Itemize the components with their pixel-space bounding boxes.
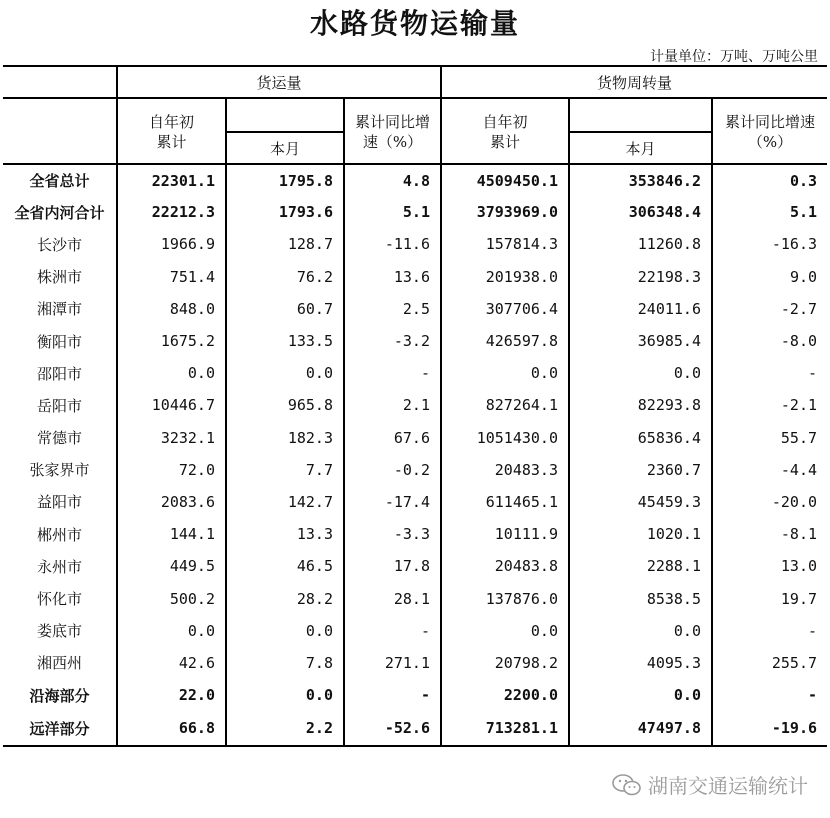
value-c5: 45459.3 <box>569 486 712 518</box>
turn-month-header: 本月 <box>569 132 712 164</box>
region-name: 衡阳市 <box>36 332 82 351</box>
value-c1: 1675.2 <box>117 325 226 357</box>
table-row <box>3 518 827 550</box>
region-name: 沿海部分 <box>29 686 90 705</box>
table-row <box>3 325 827 357</box>
value-c2: 60.7 <box>226 293 344 325</box>
turnover-header: 货物周转量 <box>441 66 827 98</box>
value-c2: 0.0 <box>226 679 344 711</box>
cargo-growth-line2: 速（%） <box>362 133 423 151</box>
table-row <box>3 711 827 746</box>
value-c5: 353846.2 <box>569 164 712 196</box>
value-c4: 713281.1 <box>441 711 569 746</box>
value-c4: 0.0 <box>441 357 569 389</box>
value-c3: 2.1 <box>344 389 441 421</box>
table-row <box>3 389 827 421</box>
region-name: 永州市 <box>36 557 82 576</box>
wechat-icon <box>612 773 642 797</box>
value-c6: -2.1 <box>712 389 827 421</box>
value-c1: 72.0 <box>117 454 226 486</box>
value-c4: 201938.0 <box>441 261 569 293</box>
value-c2: 0.0 <box>226 357 344 389</box>
table-row <box>3 550 827 582</box>
value-c2: 2.2 <box>226 711 344 746</box>
value-c3: - <box>344 615 441 647</box>
value-c1: 42.6 <box>117 647 226 679</box>
value-c6: 9.0 <box>712 261 827 293</box>
cargo-ytd-line1: 自年初 <box>148 113 194 131</box>
value-c5: 0.0 <box>569 615 712 647</box>
value-c4: 307706.4 <box>441 293 569 325</box>
value-c5: 36985.4 <box>569 325 712 357</box>
value-c6: - <box>712 679 827 711</box>
region-name: 娄底市 <box>36 622 82 641</box>
value-c1: 3232.1 <box>117 422 226 454</box>
value-c2: 965.8 <box>226 389 344 421</box>
region-name: 湘潭市 <box>36 300 82 319</box>
value-c5: 2288.1 <box>569 550 712 582</box>
value-c5: 8538.5 <box>569 582 712 614</box>
value-c5: 306348.4 <box>569 196 712 228</box>
value-c6: - <box>712 357 827 389</box>
value-c4: 20798.2 <box>441 647 569 679</box>
value-c1: 22212.3 <box>117 196 226 228</box>
region-name: 全省总计 <box>29 172 90 191</box>
value-c1: 449.5 <box>117 550 226 582</box>
value-c4: 2200.0 <box>441 679 569 711</box>
value-c1: 1966.9 <box>117 228 226 260</box>
value-c4: 20483.3 <box>441 454 569 486</box>
value-c5: 24011.6 <box>569 293 712 325</box>
value-c2: 128.7 <box>226 228 344 260</box>
value-c6: -20.0 <box>712 486 827 518</box>
region-name: 邵阳市 <box>36 364 82 383</box>
value-c2: 13.3 <box>226 518 344 550</box>
value-c3: 13.6 <box>344 261 441 293</box>
value-c6: -8.0 <box>712 325 827 357</box>
turn-ytd-line2: 累计 <box>489 133 520 151</box>
value-c4: 3793969.0 <box>441 196 569 228</box>
value-c1: 751.4 <box>117 261 226 293</box>
value-c5: 47497.8 <box>569 711 712 746</box>
value-c3: 2.5 <box>344 293 441 325</box>
value-c3: -0.2 <box>344 454 441 486</box>
region-name: 常德市 <box>36 429 82 448</box>
value-c4: 4509450.1 <box>441 164 569 196</box>
region-name: 远洋部分 <box>3 711 117 746</box>
value-c1: 848.0 <box>117 293 226 325</box>
cargo-ytd-header <box>117 98 226 164</box>
table-row <box>3 647 827 679</box>
value-c3: -17.4 <box>344 486 441 518</box>
value-c6: 19.7 <box>712 582 827 614</box>
value-c6: -2.7 <box>712 293 827 325</box>
turn-ytd-header <box>441 98 569 164</box>
value-c4: 611465.1 <box>441 486 569 518</box>
page-title: 水路货物运输量 <box>309 7 520 40</box>
turn-ytd-line1: 自年初 <box>482 113 528 131</box>
value-c6: 255.7 <box>712 647 827 679</box>
value-c1: 144.1 <box>117 518 226 550</box>
table-row <box>3 196 827 228</box>
value-c4: 10111.9 <box>441 518 569 550</box>
value-c4: 137876.0 <box>441 582 569 614</box>
value-c1: 0.0 <box>117 615 226 647</box>
value-c6: -16.3 <box>712 228 827 260</box>
table-row <box>3 357 827 389</box>
value-c3: -52.6 <box>344 711 441 746</box>
value-c3: 17.8 <box>344 550 441 582</box>
turn-growth-line1: 累计同比增速 <box>725 113 816 131</box>
value-c5: 4095.3 <box>569 647 712 679</box>
cargo-growth-line1: 累计同比增 <box>354 113 430 131</box>
value-c5: 2360.7 <box>569 454 712 486</box>
value-c6: -4.4 <box>712 454 827 486</box>
value-c2: 28.2 <box>226 582 344 614</box>
value-c3: 67.6 <box>344 422 441 454</box>
value-c3: - <box>344 679 441 711</box>
region-name: 长沙市 <box>36 235 82 254</box>
value-c5: 0.0 <box>569 357 712 389</box>
value-c3: 271.1 <box>344 647 441 679</box>
corner-cell <box>3 66 117 98</box>
value-c6: -19.6 <box>712 711 827 746</box>
value-c5: 65836.4 <box>569 422 712 454</box>
value-c6: 13.0 <box>712 550 827 582</box>
table-row <box>3 261 827 293</box>
value-c3: -3.3 <box>344 518 441 550</box>
table-row <box>3 422 827 454</box>
value-c6: 55.7 <box>712 422 827 454</box>
value-c6: 5.1 <box>712 196 827 228</box>
value-c2: 182.3 <box>226 422 344 454</box>
turn-month-spacer <box>569 98 712 132</box>
region-name: 益阳市 <box>36 493 82 512</box>
turn-growth-header <box>712 98 827 164</box>
value-c3: -11.6 <box>344 228 441 260</box>
value-c1: 22301.1 <box>117 164 226 196</box>
value-c5: 1020.1 <box>569 518 712 550</box>
value-c4: 827264.1 <box>441 389 569 421</box>
value-c3: 4.8 <box>344 164 441 196</box>
value-c4: 0.0 <box>441 615 569 647</box>
value-c1: 500.2 <box>117 582 226 614</box>
value-c2: 0.0 <box>226 615 344 647</box>
table-row <box>3 293 827 325</box>
unit-note: 计量单位：万吨、万吨公里 <box>650 49 818 65</box>
cargo-growth-header <box>344 98 441 164</box>
value-c2: 1795.8 <box>226 164 344 196</box>
value-c2: 142.7 <box>226 486 344 518</box>
value-c1: 66.8 <box>117 711 226 746</box>
value-c1: 22.0 <box>117 679 226 711</box>
region-name: 张家界市 <box>29 461 90 480</box>
value-c4: 20483.8 <box>441 550 569 582</box>
table-row <box>3 454 827 486</box>
table-row <box>3 486 827 518</box>
turn-growth-line2: （%） <box>747 133 793 151</box>
cargo-month-header: 本月 <box>226 132 344 164</box>
cargo-ytd-line2: 累计 <box>156 133 187 151</box>
region-name: 怀化市 <box>36 590 82 609</box>
value-c5: 11260.8 <box>569 228 712 260</box>
value-c1: 2083.6 <box>117 486 226 518</box>
cargo-header: 货运量 <box>117 66 441 98</box>
table-row <box>3 615 827 647</box>
region-name: 株洲市 <box>36 268 82 287</box>
region-header <box>3 98 117 164</box>
value-c3: 28.1 <box>344 582 441 614</box>
region-name: 湘西州 <box>36 654 82 673</box>
value-c2: 1793.6 <box>226 196 344 228</box>
watermark <box>612 770 808 799</box>
value-c4: 426597.8 <box>441 325 569 357</box>
table-row <box>3 164 827 196</box>
value-c2: 76.2 <box>226 261 344 293</box>
table-row <box>3 228 827 260</box>
table-row <box>3 679 827 711</box>
table-row <box>3 582 827 614</box>
watermark-text: 湖南交通运输统计 <box>648 774 808 798</box>
value-c6: -8.1 <box>712 518 827 550</box>
value-c4: 157814.3 <box>441 228 569 260</box>
value-c4: 1051430.0 <box>441 422 569 454</box>
region-name: 全省内河合计 <box>14 203 105 222</box>
value-c6: - <box>712 615 827 647</box>
value-c5: 22198.3 <box>569 261 712 293</box>
value-c2: 7.8 <box>226 647 344 679</box>
freight-table <box>3 65 827 747</box>
cargo-month-spacer <box>226 98 344 132</box>
region-name: 岳阳市 <box>36 396 82 415</box>
value-c2: 7.7 <box>226 454 344 486</box>
value-c3: - <box>344 357 441 389</box>
value-c2: 46.5 <box>226 550 344 582</box>
value-c5: 0.0 <box>569 679 712 711</box>
table-body <box>3 164 827 746</box>
value-c1: 0.0 <box>117 357 226 389</box>
region-name: 郴州市 <box>36 525 82 544</box>
value-c1: 10446.7 <box>117 389 226 421</box>
value-c2: 133.5 <box>226 325 344 357</box>
value-c6: 0.3 <box>712 164 827 196</box>
value-c3: -3.2 <box>344 325 441 357</box>
value-c5: 82293.8 <box>569 389 712 421</box>
value-c3: 5.1 <box>344 196 441 228</box>
